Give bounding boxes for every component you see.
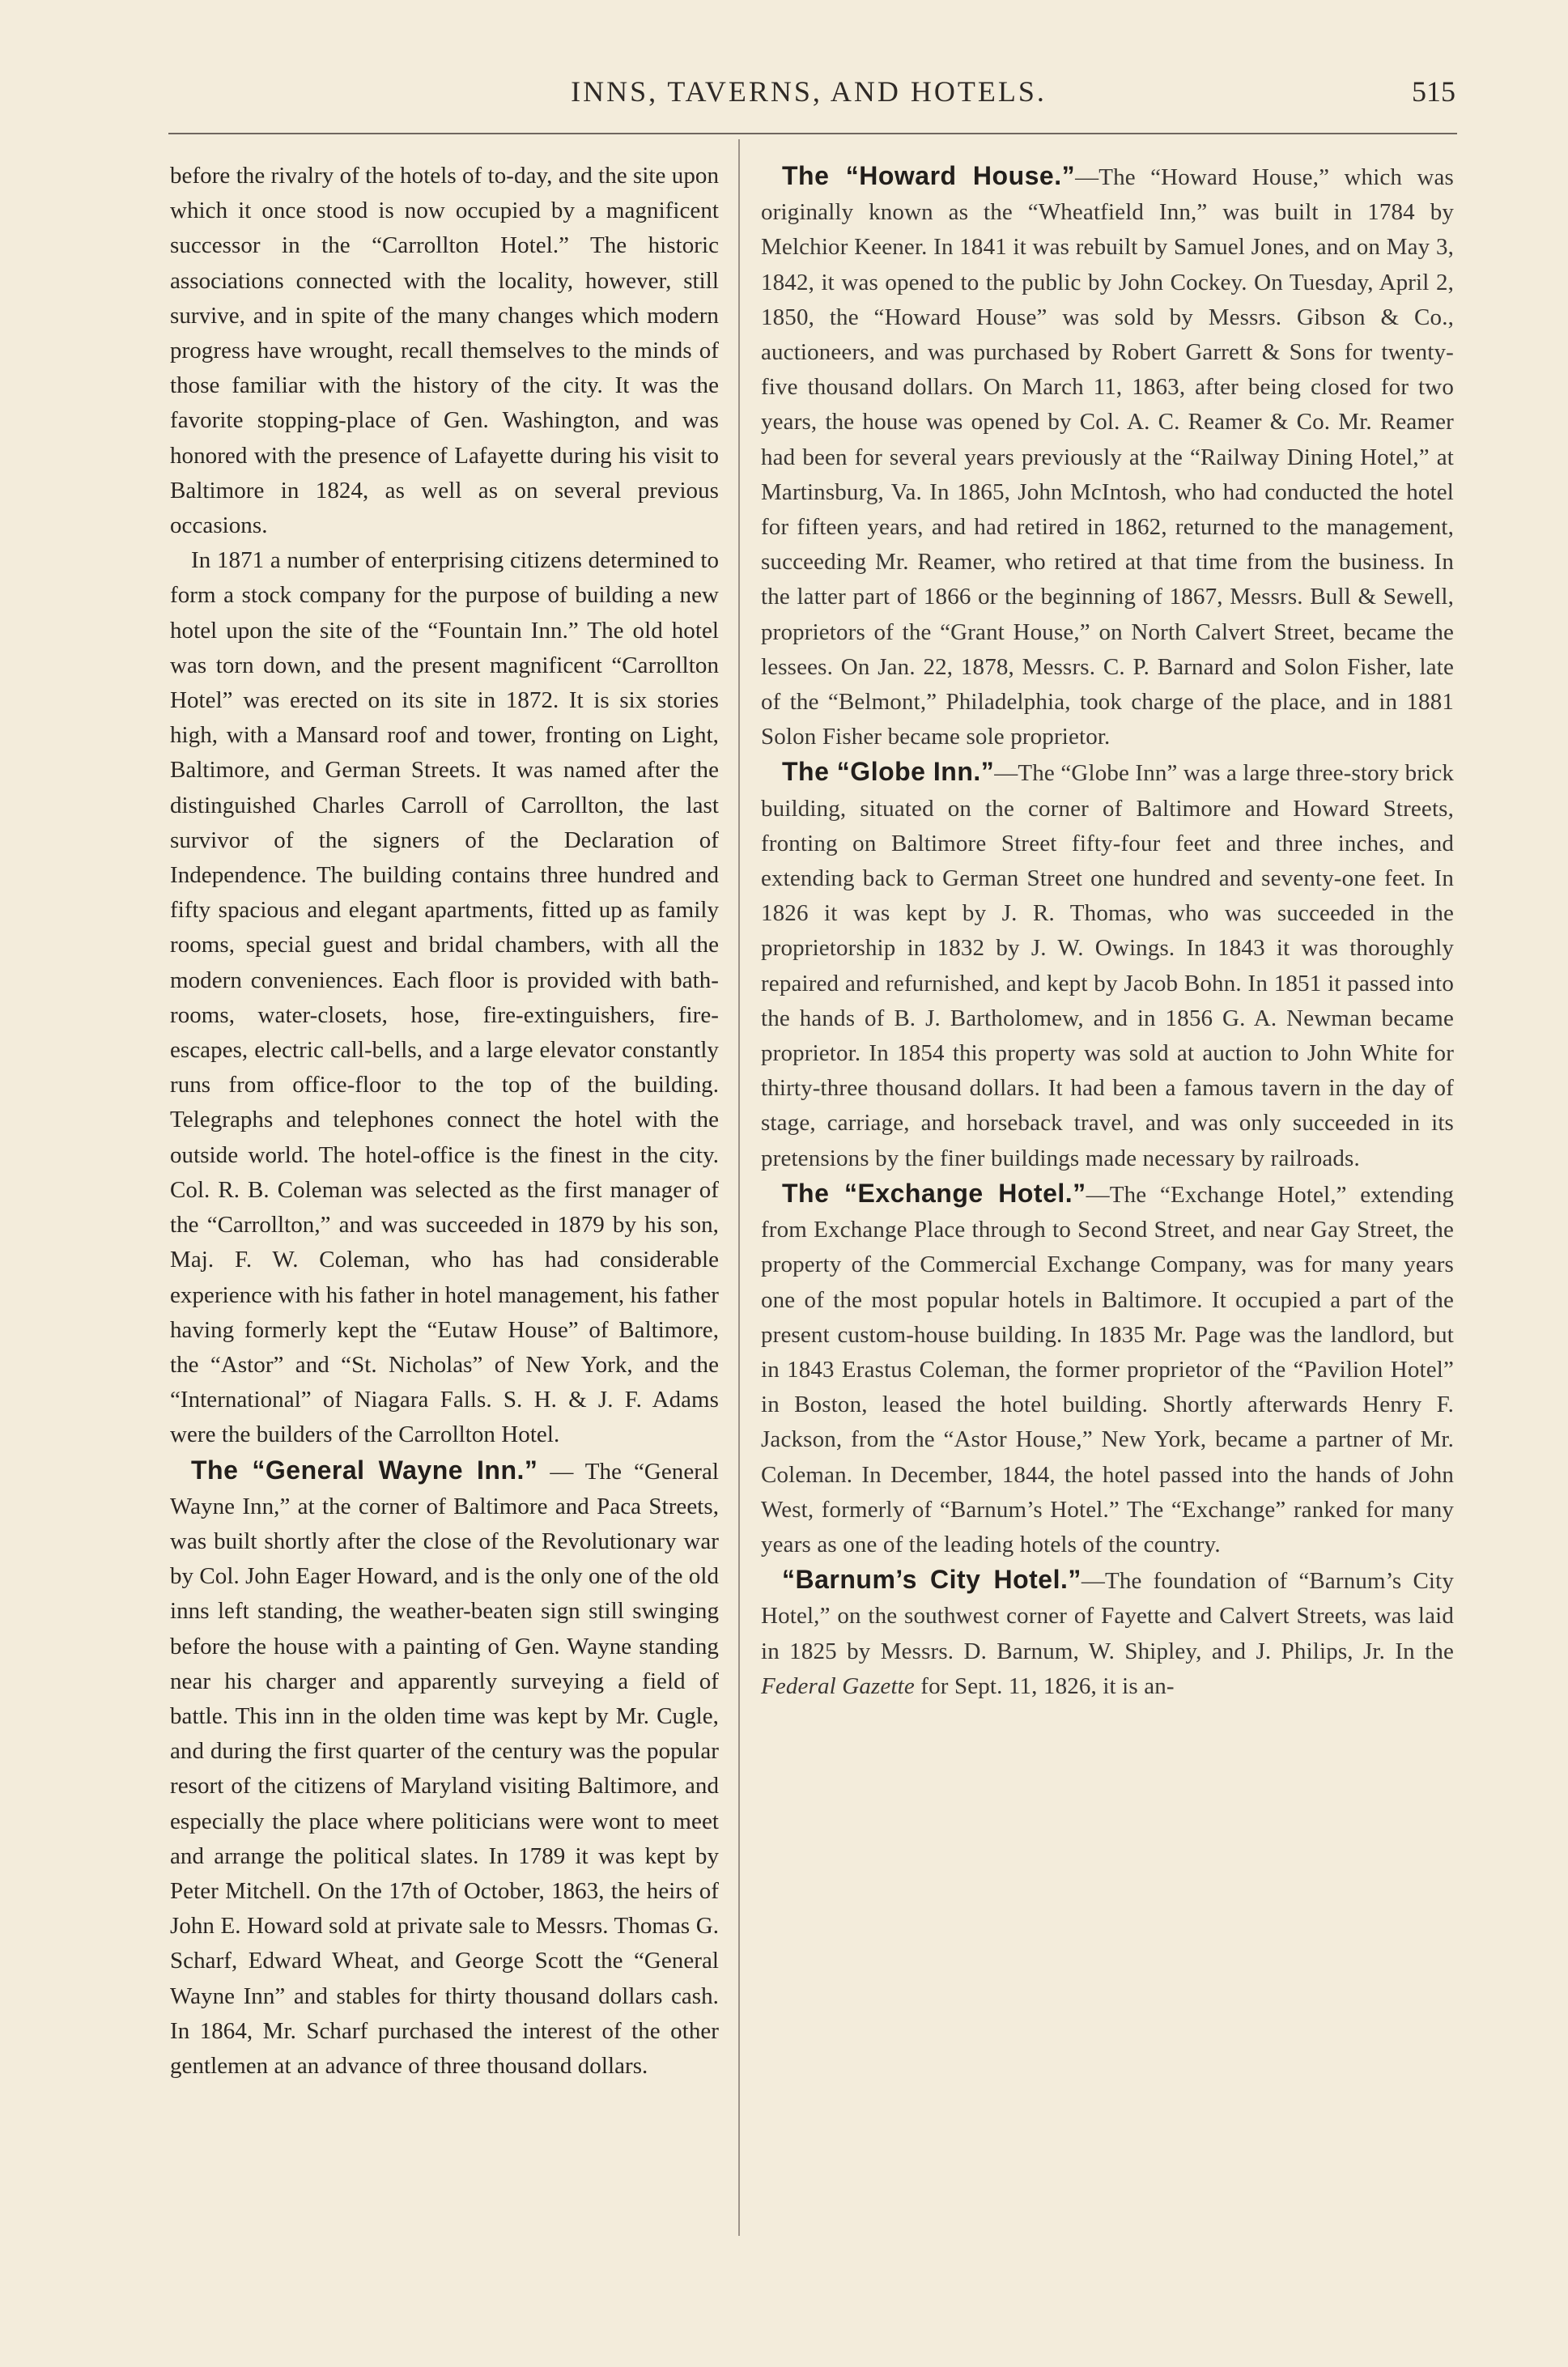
section-heading-barnums-city-hotel: “Barnum’s City Hotel.” (782, 1565, 1081, 1595)
running-title: INNS, TAVERNS, AND HOTELS. (571, 75, 1047, 108)
paragraph-carrollton-hotel: In 1871 a number of enterprising citizens determined to form a stock company for the purpose of building a new hotel upon the site of the “Fountain Inn.” The old hotel was torn down, and the present magnificent “Carrollton Hotel” was erected on its site in 1872. It is six stories high, with a Mansard roof and tower, fronting on Light, Baltimore, and German Streets. It was named after the distinguished Charles Carroll of Carrollton, the last survivor of the signers of the Declaration of Independence. The building contains three hundred and fifty spacious and elegant apartments, fitted up as family rooms, special guest and bridal chambers, with all the modern conveniences. Each floor is provided with bath-rooms, water-closets, hose, fire-extinguishers, fire-escapes, electric call-bells, and a large elevator constantly runs from office-floor to the top of the building. Telegraphs and telephones connect the hotel with the outside world. The hotel-office is the finest in the city. Col. R. B. Coleman was selected as the first manager of the “Carrollton,” and was succeeded in 1879 by his son, Maj. F. W. Coleman, who has had considerable experience with his father in hotel management, his father having formerly kept the “Eutaw House” of Baltimore, the “Astor” and “St. Nicholas” of New York, and the “International” of Niagara Falls. S. H. & J. F. Adams were the builders of the Carrollton Hotel. (170, 547, 719, 1448)
running-head (162, 74, 1455, 115)
paragraph-general-wayne-inn (170, 1453, 719, 2084)
section-heading-howard-house: The “Howard House.” (782, 161, 1076, 190)
page-number: 515 (1412, 75, 1455, 108)
paragraph-howard-house (761, 159, 1454, 754)
paragraph-general-wayne-inn-body: — The “General Wayne Inn,” at the corner of Baltimore and Paca Streets, was built shortly after the close of the Revolutionary war by Col. John Eager Howard, and is the only one of the old inns left standing, the weather-beaten sign still swinging before the house with a painting of Gen. Wayne standing near his charger and apparently surveying a field of battle. This inn in the olden time was kept by Mr. Cugle, and during the first quarter of the century was the popular resort of the citizens of Maryland visiting Baltimore, and especially the place where politicians were wont to meet and arrange the political slates. In 1789 it was kept by Peter Mitchell. On the 17th of October, 1863, the heirs of John E. Howard sold at private sale to Messrs. Thomas G. Scharf, Edward Wheat, and George Scott the “General Wayne Inn” and stables for thirty thousand dollars cash. In 1864, Mr. Scharf purchased the interest of the other gentlemen at an advance of three thousand dollars. (170, 1458, 719, 2079)
paragraph-barnums-city-hotel (761, 1562, 1454, 1704)
section-heading-globe-inn: The “Globe Inn.” (782, 757, 995, 787)
paragraph-globe-inn (761, 754, 1454, 1175)
section-heading-exchange-hotel: The “Exchange Hotel.” (782, 1178, 1086, 1208)
left-column (170, 159, 719, 2084)
paragraph-barnums-body-end: for Sept. 11, 1826, it is an- (914, 1672, 1175, 1699)
right-column (761, 159, 1454, 1704)
paragraph-barnums-body: —The foundation of “Barnum’s City Hotel,” on the southwest corner of Fayette and Calvert Streets, was laid in 1825 by Messrs. D. Barnum, W. Shipley, and J. Philips, Jr. In the (761, 1568, 1454, 1664)
column-divider (738, 139, 740, 2236)
header-rule (168, 133, 1457, 134)
italic-title-federal-gazette: Federal Gazette (761, 1672, 915, 1699)
section-heading-general-wayne-inn: The “General Wayne Inn.” (191, 1455, 538, 1485)
paragraph-globe-inn-body: —The “Globe Inn” was a large three-story brick building, situated on the corner of Baltimore and Howard Streets, fronting on Baltimore Street fifty-four feet and three inches, and extending back to German Street one hundred and seventy-one feet. In 1826 it was kept by J. R. Thomas, who was succeeded in the proprietorship in 1832 by J. W. Owings. In 1843 it was thoroughly repaired and refurnished, and kept by Jacob Bohn. In 1851 it passed into the hands of B. J. Bartholomew, and in 1856 G. A. Newman became proprietor. In 1854 this property was sold at auction to John White for thirty-three thousand dollars. It had been a famous tavern in the day of stage, carriage, and horseback travel, and was only succeeded in its pretensions by the finer buildings made necessary by railroads. (761, 760, 1455, 1171)
paragraph-exchange-hotel-body: —The “Exchange Hotel,” extending from Exchange Place through to Second Street, and near Gay Street, the property of the Commercial Exchange Company, was for many years one of the most popular hotels in Baltimore. It occupied a part of the present custom-house building. In 1835 Mr. Page was the landlord, but in 1843 Erastus Coleman, the former proprietor of the “Pavilion Hotel” in Boston, leased the hotel building. Shortly afterwards Henry F. Jackson, from the “Astor House,” New York, became a partner of Mr. Coleman. In December, 1844, the hotel passed into the hands of John West, formerly of “Barnum’s Hotel.” The “Exchange” ranked for many years as one of the leading hotels of the country. (761, 1181, 1454, 1557)
paragraph-fountain-inn-continued: before the rivalry of the hotels of to-day, and the site upon which it once stood is now occupied by a magnificent successor in the “Carrollton Hotel.” The historic associations connected with the locality, however, still survive, and in spite of the many changes which modern progress have wrought, recall themselves to the minds of those familiar with the history of the city. It was the favorite stopping-place of Gen. Washington, and was honored with the presence of Lafayette during his visit to Baltimore in 1824, as well as on several previous occasions. (170, 163, 719, 539)
paragraph-howard-house-body: —The “Howard House,” which was originally known as the “Wheatfield Inn,” was built in 1784 by Melchior Keener. In 1841 it was rebuilt by Samuel Jones, and on May 3, 1842, it was opened to the public by John Cockey. On Tuesday, April 2, 1850, the “Howard House” was sold by Messrs. Gibson & Co., auctioneers, and was purchased by Robert Garrett & Sons for twenty-five thousand dollars. On March 11, 1863, after being closed for two years, the house was opened by Col. A. C. Reamer & Co. Mr. Reamer had been for several years previously at the “Railway Dining Hotel,” at Martinsburg, Va. In 1865, John McIntosh, who had conducted the hotel for fifteen years, and had retired in 1862, returned to the management, succeeding Mr. Reamer, who retired at that time from the business. In the latter part of 1866 or the beginning of 1867, Messrs. Bull & Sewell, proprietors of the “Grant House,” on North Calvert Street, became the lessees. On Jan. 22, 1878, Messrs. C. P. Barnard and Solon Fisher, late of the “Belmont,” Philadelphia, took charge of the place, and in 1881 Solon Fisher became sole proprietor. (761, 164, 1454, 750)
paragraph-exchange-hotel (761, 1176, 1454, 1562)
